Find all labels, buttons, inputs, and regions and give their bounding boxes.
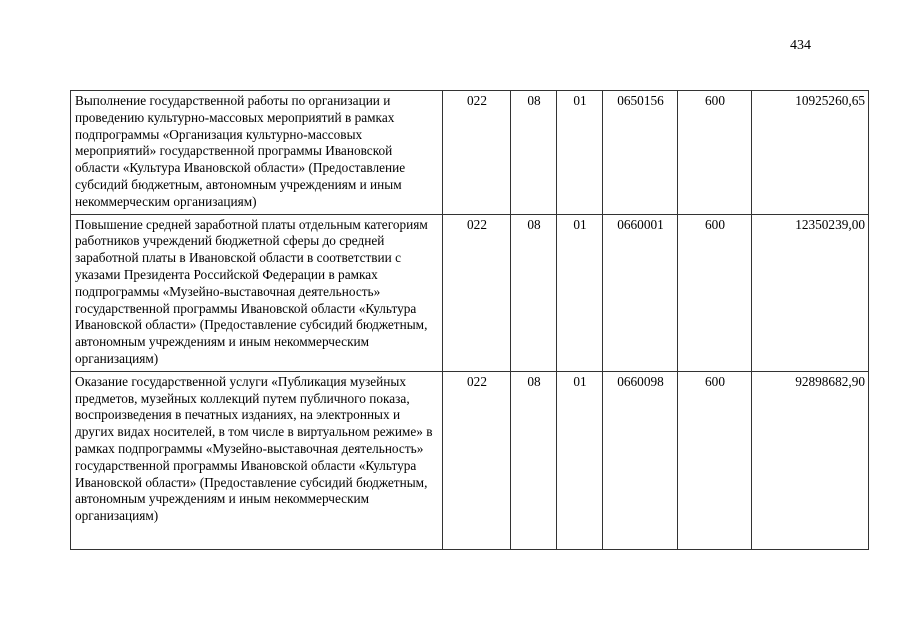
ministry-code: 022 <box>443 214 511 371</box>
ministry-code: 022 <box>443 371 511 549</box>
table-row <box>71 371 869 549</box>
amount-value: 92898682,90 <box>752 371 869 549</box>
amount-value: 12350239,00 <box>752 214 869 371</box>
section-code: 08 <box>511 371 557 549</box>
target-article-code: 0660001 <box>603 214 678 371</box>
amount-value: 10925260,65 <box>752 91 869 215</box>
ministry-code: 022 <box>443 91 511 215</box>
section-code: 08 <box>511 91 557 215</box>
subsection-code: 01 <box>557 371 603 549</box>
target-article-code: 0660098 <box>603 371 678 549</box>
subsection-code: 01 <box>557 214 603 371</box>
target-article-code: 0650156 <box>603 91 678 215</box>
budget-table <box>70 90 869 550</box>
table-row <box>71 214 869 371</box>
table-row <box>71 91 869 215</box>
row-description: Оказание государственной услуги «Публикация музейных предметов, музейных коллекций путем публичного показа, воспроизведения в печатных изданиях, на электронных и других видах носителей, в том числе в виртуальном режиме» в рамках подпрограммы «Музейно-выставочная деятельность» государственной программы Ивановской области «Культура Ивановской области» (Предоставление субсидий бюджетным, автономным учреждениям и иным некоммерческим организациям) <box>71 371 443 549</box>
row-description: Повышение средней заработной платы отдельным категориям работников учреждений бюджетной сферы до средней заработной платы в Ивановской области в соответствии с указами Президента Российской Федерации в рамках подпрограммы «Музейно-выставочная деятельность» государственной программы Ивановской области «Культура Ивановской области» (Предоставление субсидий бюджетным, автономным учреждениям и иным некоммерческим организациям) <box>71 214 443 371</box>
page-number: 434 <box>790 38 811 53</box>
section-code: 08 <box>511 214 557 371</box>
row-description: Выполнение государственной работы по организации и проведению культурно-массовых мероприятий в рамках подпрограммы «Организация культурно-массовых мероприятий» государственной программы Ивановской области «Культура Ивановской области» (Предоставление субсидий бюджетным, автономным учреждениям и иным некоммерческим организациям) <box>71 91 443 215</box>
expense-type-code: 600 <box>678 91 752 215</box>
expense-type-code: 600 <box>678 214 752 371</box>
subsection-code: 01 <box>557 91 603 215</box>
expense-type-code: 600 <box>678 371 752 549</box>
